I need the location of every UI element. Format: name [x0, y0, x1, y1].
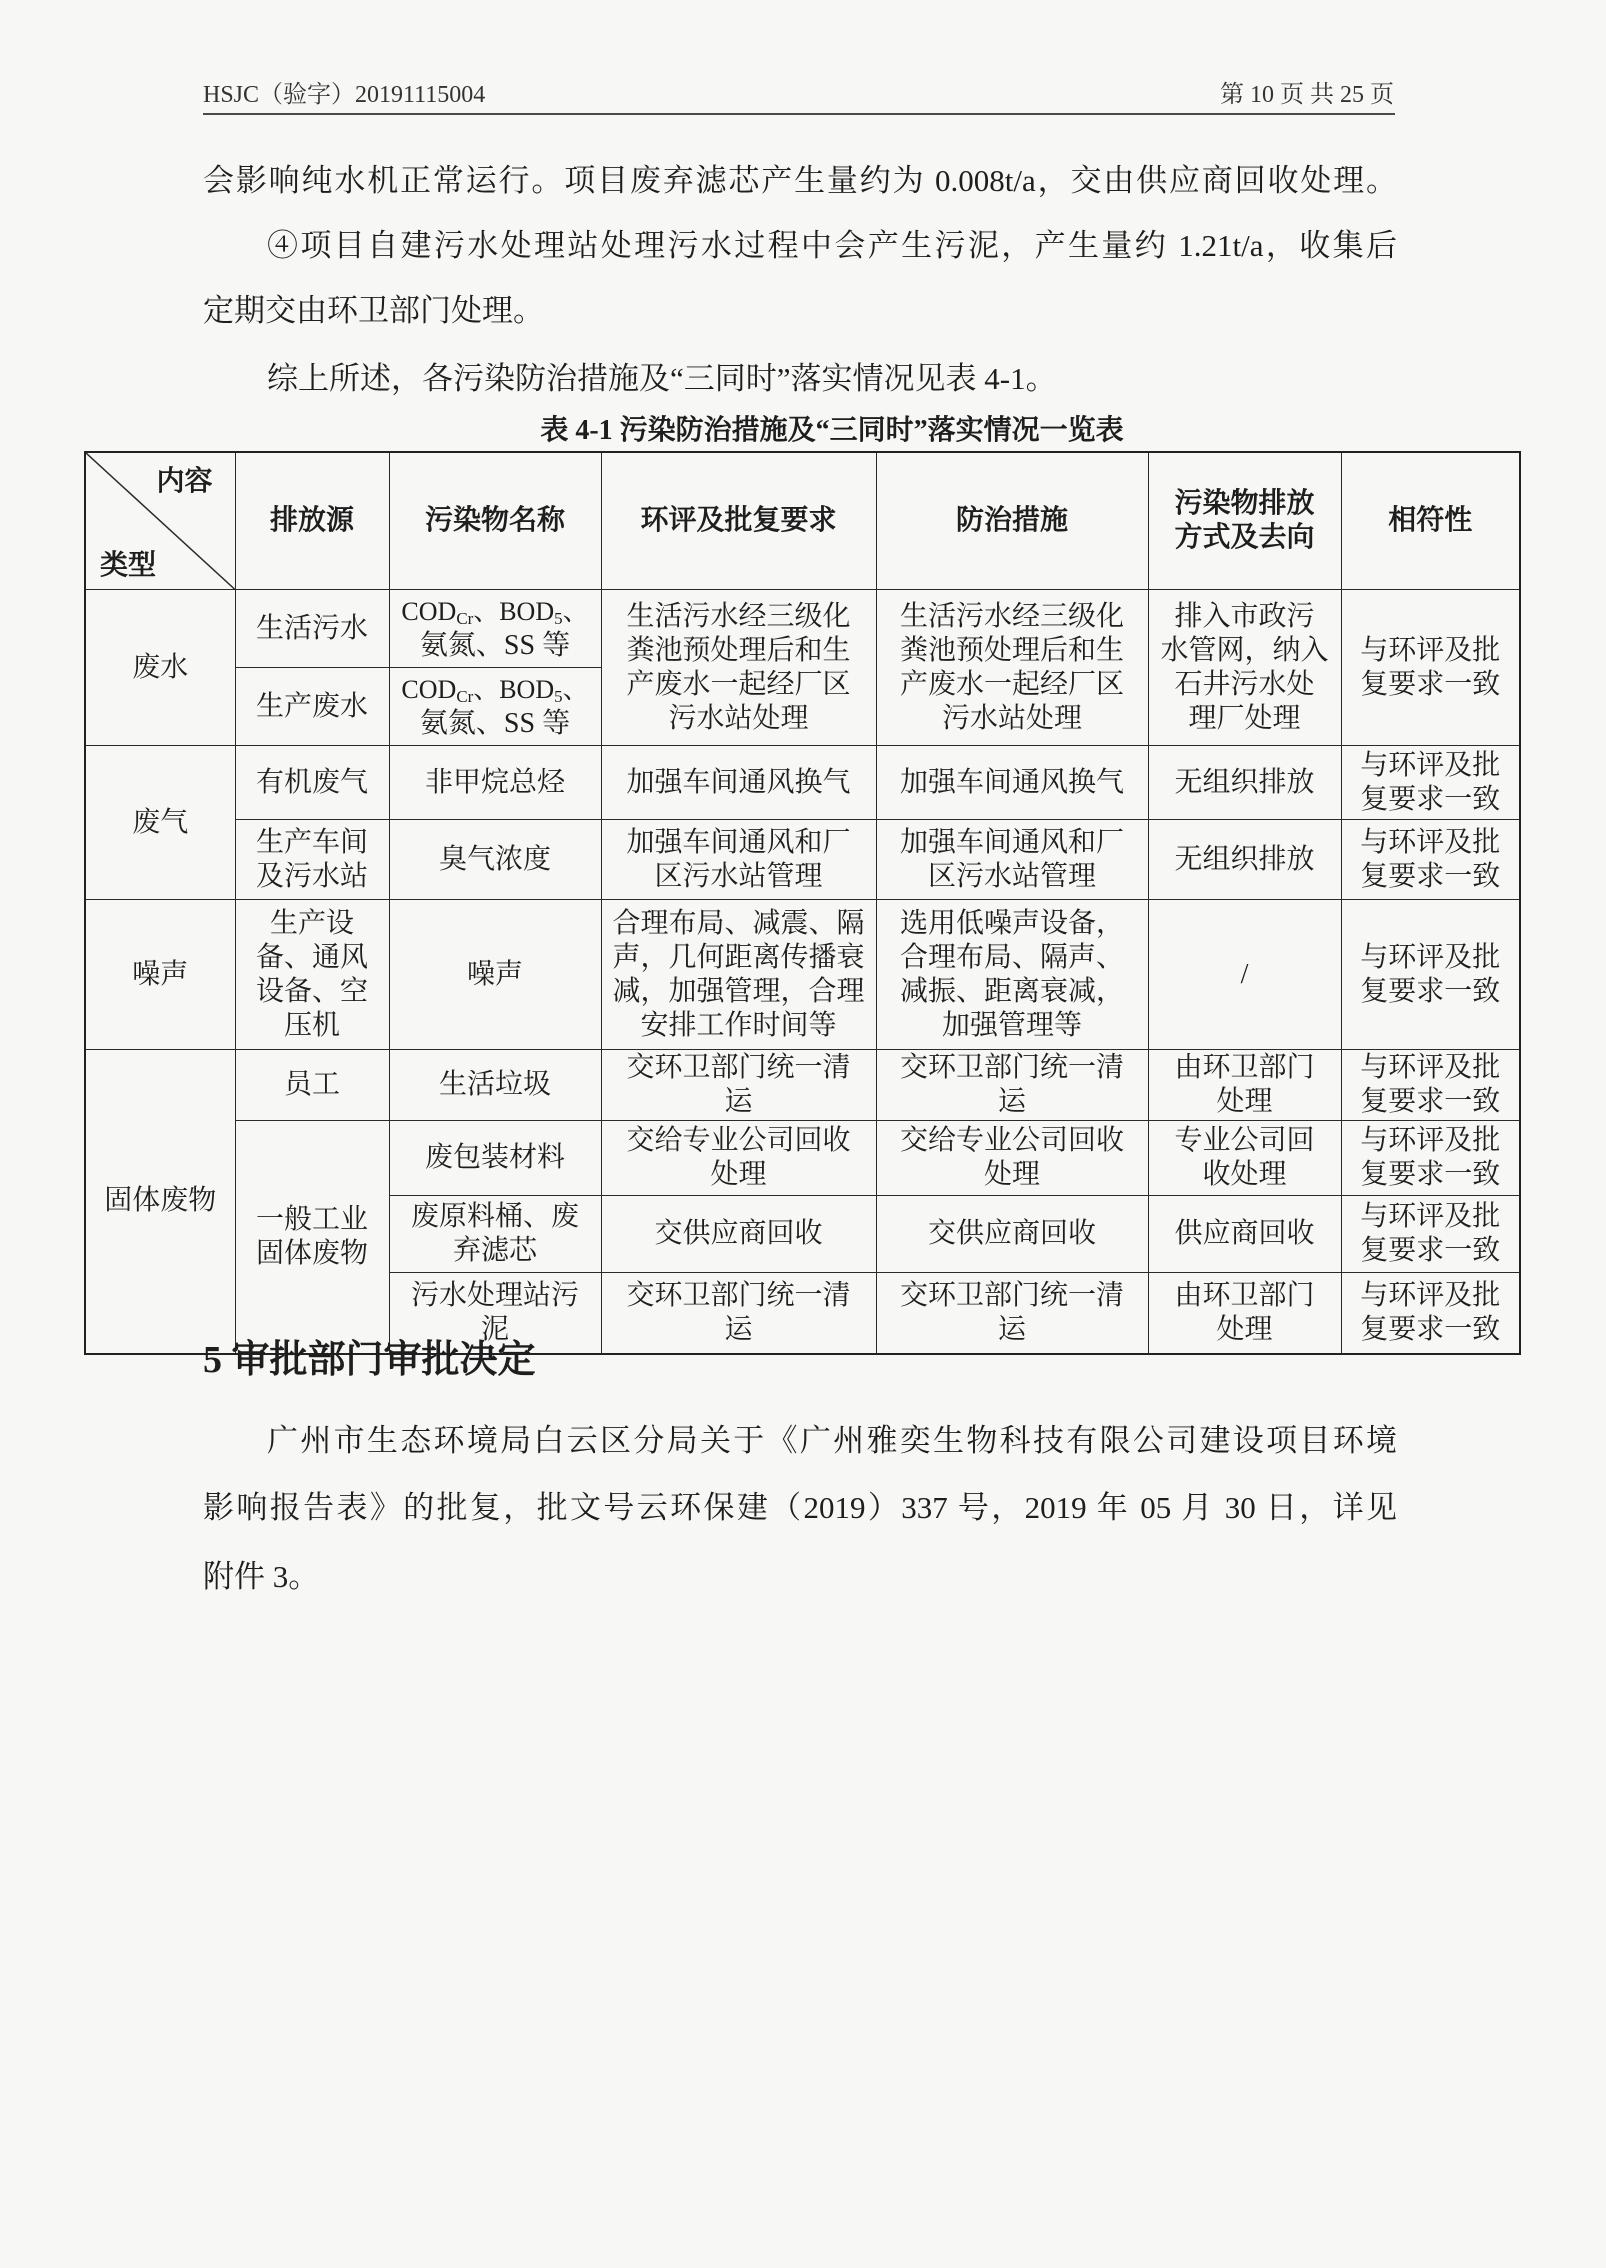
table-row — [85, 1121, 1520, 1196]
source-cell: 有机废气 — [235, 746, 389, 820]
page-indicator: 第 10 页 共 25 页 — [1220, 82, 1394, 108]
emission-cell: 供应商回收 — [1148, 1196, 1341, 1273]
table-row — [85, 900, 1520, 1050]
source-cell: 生产车间 及污水站 — [235, 820, 389, 900]
type-cell-solid: 固体废物 — [85, 1050, 235, 1354]
table-row — [85, 820, 1520, 900]
pollutant-subscript: Cr — [456, 686, 474, 706]
paragraph-line: 定期交由环卫部门处理。 — [203, 293, 544, 328]
source-cell: 员工 — [235, 1050, 389, 1121]
requirement-cell: 交环卫部门统一清 运 — [601, 1273, 876, 1354]
emission-cell: 由环卫部门 处理 — [1148, 1273, 1341, 1354]
pollutant-cell — [389, 590, 601, 668]
pollutant-text: 氨氮、SS 等 — [419, 707, 571, 739]
requirement-cell: 加强车间通风换气 — [601, 746, 876, 820]
pollutant-text: 、BOD — [473, 596, 555, 626]
requirement-cell: 交给专业公司回收 处理 — [601, 1121, 876, 1196]
emission-cell: / — [1148, 900, 1341, 1050]
emission-cell: 无组织排放 — [1148, 820, 1341, 900]
pollutant-subscript: 5 — [554, 608, 563, 628]
measure-cell: 加强车间通风和厂 区污水站管理 — [876, 820, 1148, 900]
pollutant-text: 、 — [562, 674, 589, 704]
measure-cell: 交给专业公司回收 处理 — [876, 1121, 1148, 1196]
col-header-source: 排放源 — [235, 452, 389, 590]
pollutant-cell: 污水处理站污 泥 — [389, 1273, 601, 1354]
pollution-control-table — [84, 451, 1521, 1355]
type-cell-wastewater: 废水 — [85, 590, 235, 746]
type-cell-noise: 噪声 — [85, 900, 235, 1050]
emission-cell: 由环卫部门 处理 — [1148, 1050, 1341, 1121]
pollutant-cell: 噪声 — [389, 900, 601, 1050]
compliance-cell: 与环评及批 复要求一致 — [1341, 1273, 1520, 1354]
emission-cell: 专业公司回 收处理 — [1148, 1121, 1341, 1196]
measure-cell: 选用低噪声设备， 合理布局、隔声、 减振、距离衰减， 加强管理等 — [876, 900, 1148, 1050]
pollutant-subscript: Cr — [456, 608, 474, 628]
paragraph-line: 影响报告表》的批复，批文号云环保建（2019）337 号，2019 年 05 月 30 日，详见 — [203, 1490, 1397, 1525]
paragraph-line: 广州市生态环境局白云区分局关于《广州雅奕生物科技有限公司建设项目环境 — [267, 1423, 1397, 1458]
requirement-cell: 合理布局、减震、隔 声，几何距离传播衰 减，加强管理，合理 安排工作时间等 — [601, 900, 876, 1050]
source-cell: 生产废水 — [235, 668, 389, 746]
pollutant-cell: 废包装材料 — [389, 1121, 601, 1196]
col-header-measure: 防治措施 — [876, 452, 1148, 590]
measure-cell: 交供应商回收 — [876, 1196, 1148, 1273]
requirement-cell: 交环卫部门统一清 运 — [601, 1050, 876, 1121]
pollutant-text: COD — [401, 674, 457, 704]
paragraph-line: ④项目自建污水处理站处理污水过程中会产生污泥，产生量约 1.21t/a，收集后 — [267, 228, 1397, 263]
pollutant-cell — [389, 668, 601, 746]
table-row — [85, 746, 1520, 820]
measure-cell: 加强车间通风换气 — [876, 746, 1148, 820]
emission-cell: 排入市政污 水管网，纳入 石井污水处 理厂处理 — [1148, 590, 1341, 746]
compliance-cell: 与环评及批 复要求一致 — [1341, 746, 1520, 820]
measure-cell: 交环卫部门统一清 运 — [876, 1050, 1148, 1121]
paragraph-line: 综上所述，各污染防治措施及“三同时”落实情况见表 4-1。 — [267, 361, 1057, 396]
requirement-cell: 加强车间通风和厂 区污水站管理 — [601, 820, 876, 900]
measure-cell: 交环卫部门统一清 运 — [876, 1273, 1148, 1354]
pollutant-cell: 臭气浓度 — [389, 820, 601, 900]
pollutant-cell: 非甲烷总烃 — [389, 746, 601, 820]
compliance-cell: 与环评及批 复要求一致 — [1341, 1050, 1520, 1121]
pollutant-text: 、 — [562, 596, 589, 626]
table-corner-header — [85, 452, 235, 590]
source-cell: 生活污水 — [235, 590, 389, 668]
measure-cell: 生活污水经三级化 粪池预处理后和生 产废水一起经厂区 污水站处理 — [876, 590, 1148, 746]
requirement-cell: 交供应商回收 — [601, 1196, 876, 1273]
corner-content-label: 内容 — [156, 466, 213, 497]
compliance-cell: 与环评及批 复要求一致 — [1341, 1196, 1520, 1273]
paragraph-line: 附件 3。 — [203, 1559, 320, 1594]
paragraph-line: 会影响纯水机正常运行。项目废弃滤芯产生量约为 0.008t/a，交由供应商回收处理。 — [203, 163, 1397, 198]
pollutant-cell: 生活垃圾 — [389, 1050, 601, 1121]
source-cell: 生产设 备、通风 设备、空 压机 — [235, 900, 389, 1050]
emission-cell: 无组织排放 — [1148, 746, 1341, 820]
pollutant-text: 、BOD — [473, 674, 555, 704]
table-caption: 表 4-1 污染防治措施及“三同时”落实情况一览表 — [540, 415, 1124, 446]
type-cell-gas: 废气 — [85, 746, 235, 900]
section-heading: 5 审批部门审批决定 — [203, 1339, 536, 1381]
corner-type-label: 类型 — [100, 550, 157, 581]
document-number: HSJC（验字）20191115004 — [203, 82, 486, 108]
table-row — [85, 1050, 1520, 1121]
compliance-cell: 与环评及批 复要求一致 — [1341, 1121, 1520, 1196]
col-header-pollutant: 污染物名称 — [389, 452, 601, 590]
table-header-row — [85, 452, 1520, 590]
compliance-cell: 与环评及批 复要求一致 — [1341, 590, 1520, 746]
col-header-requirement: 环评及批复要求 — [601, 452, 876, 590]
pollutant-subscript: 5 — [554, 686, 563, 706]
table-row — [85, 590, 1520, 668]
compliance-cell: 与环评及批 复要求一致 — [1341, 900, 1520, 1050]
pollutant-text: 氨氮、SS 等 — [419, 629, 571, 661]
header-rule — [203, 113, 1395, 115]
compliance-cell: 与环评及批 复要求一致 — [1341, 820, 1520, 900]
source-cell-industrial: 一般工业 固体废物 — [235, 1121, 389, 1354]
requirement-cell: 生活污水经三级化 粪池预处理后和生 产废水一起经厂区 污水站处理 — [601, 590, 876, 746]
col-header-compliance: 相符性 — [1341, 452, 1520, 590]
pollutant-cell: 废原料桶、废 弃滤芯 — [389, 1196, 601, 1273]
col-header-emission: 污染物排放 方式及去向 — [1148, 452, 1341, 590]
pollutant-text: COD — [401, 596, 457, 626]
